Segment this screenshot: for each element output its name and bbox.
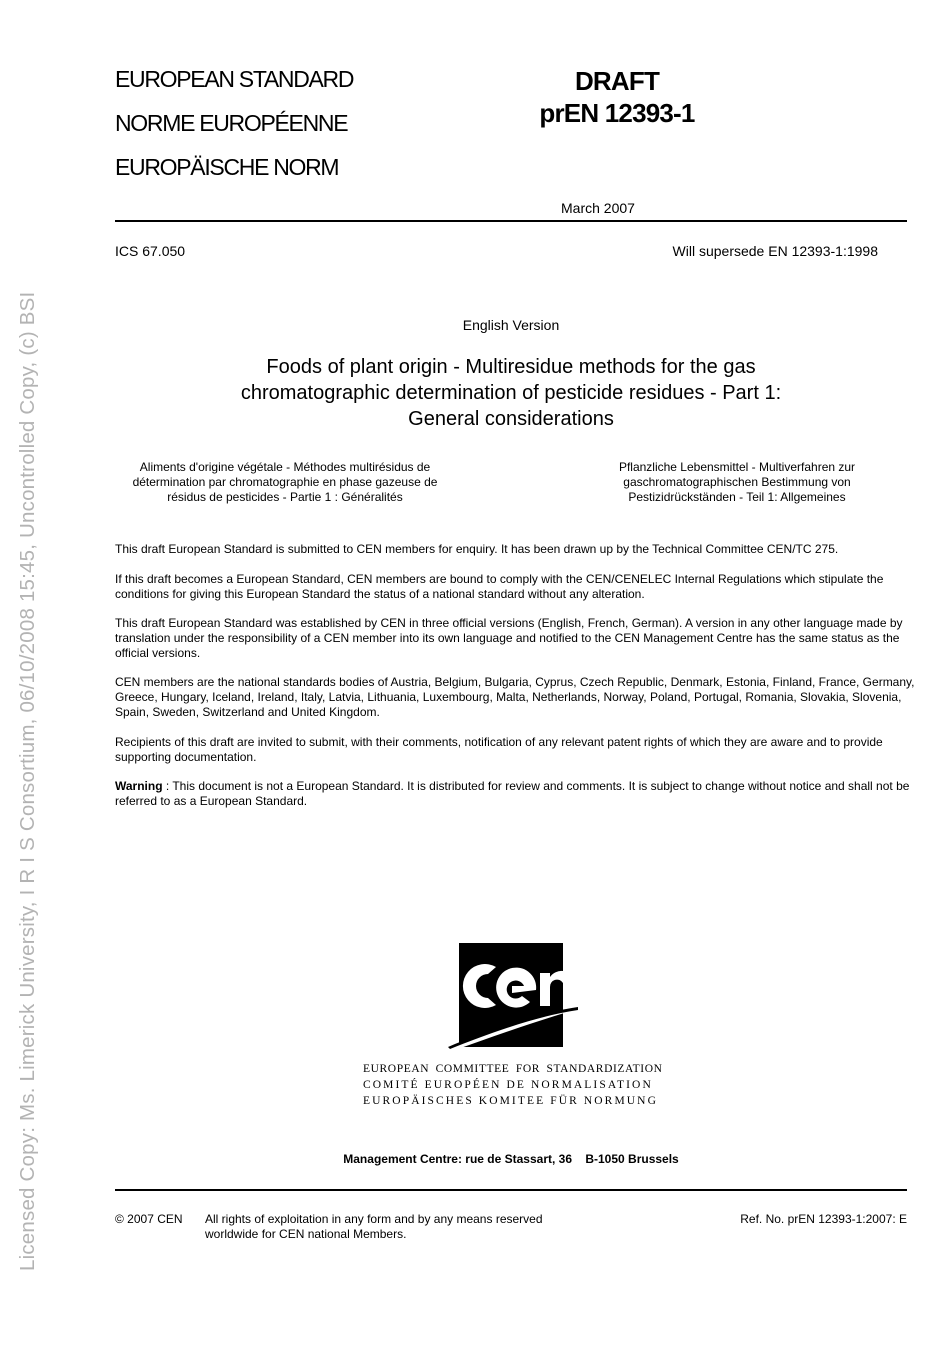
- header-rule: [115, 220, 907, 222]
- standard-name-fr: NORME EUROPÉENNE: [115, 110, 348, 136]
- french-title-line: Aliments d'origine végétale - Méthodes multirésidus de: [139, 460, 431, 474]
- rights-line: worldwide for CEN national Members.: [205, 1227, 407, 1241]
- rights-line: All rights of exploitation in any form and by any means reserved: [205, 1212, 543, 1226]
- german-title-line: Pestizidrückständen - Teil 1: Allgemeines: [628, 490, 846, 504]
- title-line: General considerations: [408, 408, 614, 430]
- document-number: prEN 12393-1: [539, 98, 695, 128]
- committee-name-de: EUROPÄISCHES KOMITEE FÜR NORMUNG: [363, 1095, 658, 1107]
- paragraph-regulations: If this draft becomes a European Standard, CEN members are bound to comply with the CEN/CENELEC Internal Regulations which stipulate the conditions for giving this European Standard the status of a national standard without any alteration.: [115, 572, 884, 601]
- german-title: [567, 460, 907, 505]
- standard-names: [115, 57, 353, 189]
- management-centre-address: Management Centre: rue de Stassart, 36 B-1050 Brussels: [343, 1152, 679, 1166]
- french-title-line: résidus de pesticides - Partie 1 : Généralités: [167, 490, 403, 504]
- rights-statement: [205, 1212, 543, 1242]
- german-title-line: Pflanzliche Lebensmittel - Multiverfahren zur: [618, 460, 856, 474]
- warning-text: : This document is not a European Standard. It is distributed for review and comments. It is subject to change without notice and shall not be referred to as a European Standard.: [115, 779, 910, 808]
- french-title: [115, 460, 455, 505]
- committee-name-fr: COMITÉ EUROPÉEN DE NORMALISATION: [363, 1079, 653, 1091]
- copyright: © 2007 CEN: [115, 1212, 183, 1226]
- ics-code: ICS 67.050: [115, 243, 186, 259]
- paragraph-members: CEN members are the national standards bodies of Austria, Belgium, Bulgaria, Cyprus, Czech Republic, Denmark, Estonia, Finland, France, Germany, Greece, Hungary, Iceland, Ireland, Italy, Latvia, Lithuania, Luxembourg, Malta, Netherlands, Norway, Poland, Portugal, Romania, Slovakia, Slovenia, Spain, Sweden, Switzerland and United Kingdom.: [115, 675, 915, 719]
- standard-name-de: EUROPÄISCHE NORM: [115, 154, 339, 180]
- version-label: English Version: [462, 317, 560, 333]
- standard-name-en: EUROPEAN STANDARD: [115, 66, 354, 92]
- publication-date: March 2007: [561, 200, 635, 216]
- paragraph-patents: Recipients of this draft are invited to submit, with their comments, notification of any relevant patent rights of which they are aware and to provide supporting documentation.: [115, 735, 883, 764]
- title-line: chromatographic determination of pesticide residues - Part 1:: [240, 382, 782, 404]
- draft-label: DRAFT: [574, 66, 660, 96]
- paragraph-versions: This draft European Standard was established by CEN in three official versions (English, French, German). A version in any other language made by translation under the responsibility of a CEN member into its own language and notified to the CEN Management Centre has the same status as the official versions.: [115, 616, 903, 660]
- reference-number: Ref. No. prEN 12393-1:2007: E: [740, 1212, 907, 1226]
- draft-block: [522, 66, 712, 130]
- french-title-line: détermination par chromatographie en phase gazeuse de: [132, 475, 438, 489]
- supersedes-note: Will supersede EN 12393-1:1998: [672, 243, 878, 259]
- committee-names: [363, 1061, 663, 1109]
- paragraph-enquiry: This draft European Standard is submitted to CEN members for enquiry. It has been drawn up by the Technical Committee CEN/TC 275.: [115, 542, 839, 556]
- title-line: Foods of plant origin - Multiresidue methods for the gas: [266, 356, 756, 378]
- document-title: [115, 354, 907, 432]
- cen-logo-icon: [444, 943, 578, 1051]
- footer-rule: [115, 1189, 907, 1191]
- committee-name-en: EUROPEAN COMMITTEE FOR STANDARDIZATION: [363, 1063, 663, 1075]
- warning-label: Warning: [115, 779, 163, 793]
- paragraph-warning: [115, 779, 915, 809]
- german-title-line: gaschromatographischen Bestimmung von: [623, 475, 851, 489]
- watermark-license-text: Licensed Copy: Ms. Limerick University, I R I S Consortium, 06/10/2008 15:45, Uncontrolled Copy, (c) BSI: [16, 291, 39, 1271]
